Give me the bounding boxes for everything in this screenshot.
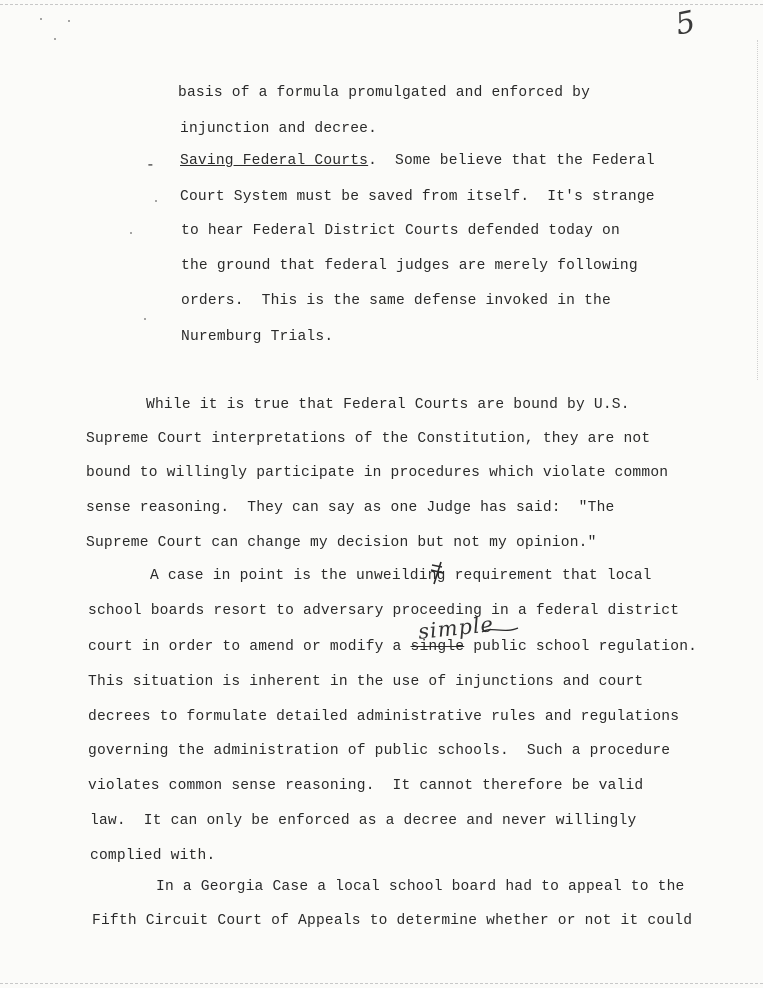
paragraph-line: This situation is inherent in the use of injunctions and court [88, 674, 644, 690]
list-continuation-line: basis of a formula promulgated and enforced by [178, 85, 591, 101]
list-item-line: Nuremburg Trials. [181, 329, 334, 345]
paragraph-line: Supreme Court interpretations of the Constitution, they are not [86, 431, 651, 447]
handwritten-insert: simple [416, 612, 496, 644]
list-item-first-line [180, 152, 655, 170]
text-span: A case in point is the unweild [150, 568, 419, 584]
scan-speck [130, 232, 132, 234]
scan-speck [54, 38, 56, 40]
scan-speck [40, 18, 42, 20]
paragraph-line: Fifth Circuit Court of Appeals to determine whether or not it could [92, 913, 693, 929]
handwritten-underline-mark [480, 624, 520, 636]
top-edge-divider [0, 4, 763, 5]
paragraph-line: governing the administration of public schools. Such a procedure [88, 743, 671, 759]
paragraph-line: law. It can only be enforced as a decree and never willingly [90, 813, 637, 829]
list-bullet: - [146, 158, 155, 174]
scan-speck [155, 200, 157, 202]
scan-speck [68, 20, 70, 22]
paragraph-line: In a Georgia Case a local school board had to appeal to the [156, 879, 685, 895]
page-number: 5 [672, 4, 699, 43]
struck-text: single [410, 639, 465, 655]
paragraph-line [88, 638, 697, 656]
list-item-line: the ground that federal judges are merely following [181, 258, 638, 274]
paragraph-line: While it is true that Federal Courts are bound by U.S. [146, 397, 630, 413]
right-edge-mark [757, 40, 758, 380]
bottom-edge-divider [0, 983, 763, 984]
handwritten-strike-mark [429, 561, 445, 585]
struck-text: ing [418, 568, 446, 584]
list-item-line: Court System must be saved from itself. It's strange [180, 189, 655, 205]
list-continuation-line: injunction and decree. [180, 121, 378, 137]
paragraph-line: violates common sense reasoning. It cannot therefore be valid [88, 778, 644, 794]
scan-speck [144, 318, 146, 320]
list-item-first-rest: Some believe that the Federal [377, 153, 655, 169]
paragraph-line [150, 567, 652, 585]
list-item-line: to hear Federal District Courts defended today on [181, 223, 620, 239]
list-item-heading: Saving Federal Courts [180, 153, 369, 169]
paragraph-line: school boards resort to adversary proceeding in a federal district [88, 603, 680, 619]
text-span: court in order to amend or modify a [88, 639, 411, 655]
paragraph-line: bound to willingly participate in procedures which violate common [86, 465, 669, 481]
paragraph-line: decrees to formulate detailed administrative rules and regulations [88, 709, 680, 725]
paragraph-line: Supreme Court can change my decision but not my opinion." [86, 535, 597, 551]
list-item-line: orders. This is the same defense invoked in the [181, 293, 611, 309]
list-item-heading-end: . [368, 153, 378, 169]
text-span: requirement that local [445, 568, 652, 584]
text-span: public school regulation. [464, 639, 698, 655]
paragraph-line: complied with. [90, 848, 216, 864]
paragraph-line: sense reasoning. They can say as one Judge has said: "The [86, 500, 615, 516]
